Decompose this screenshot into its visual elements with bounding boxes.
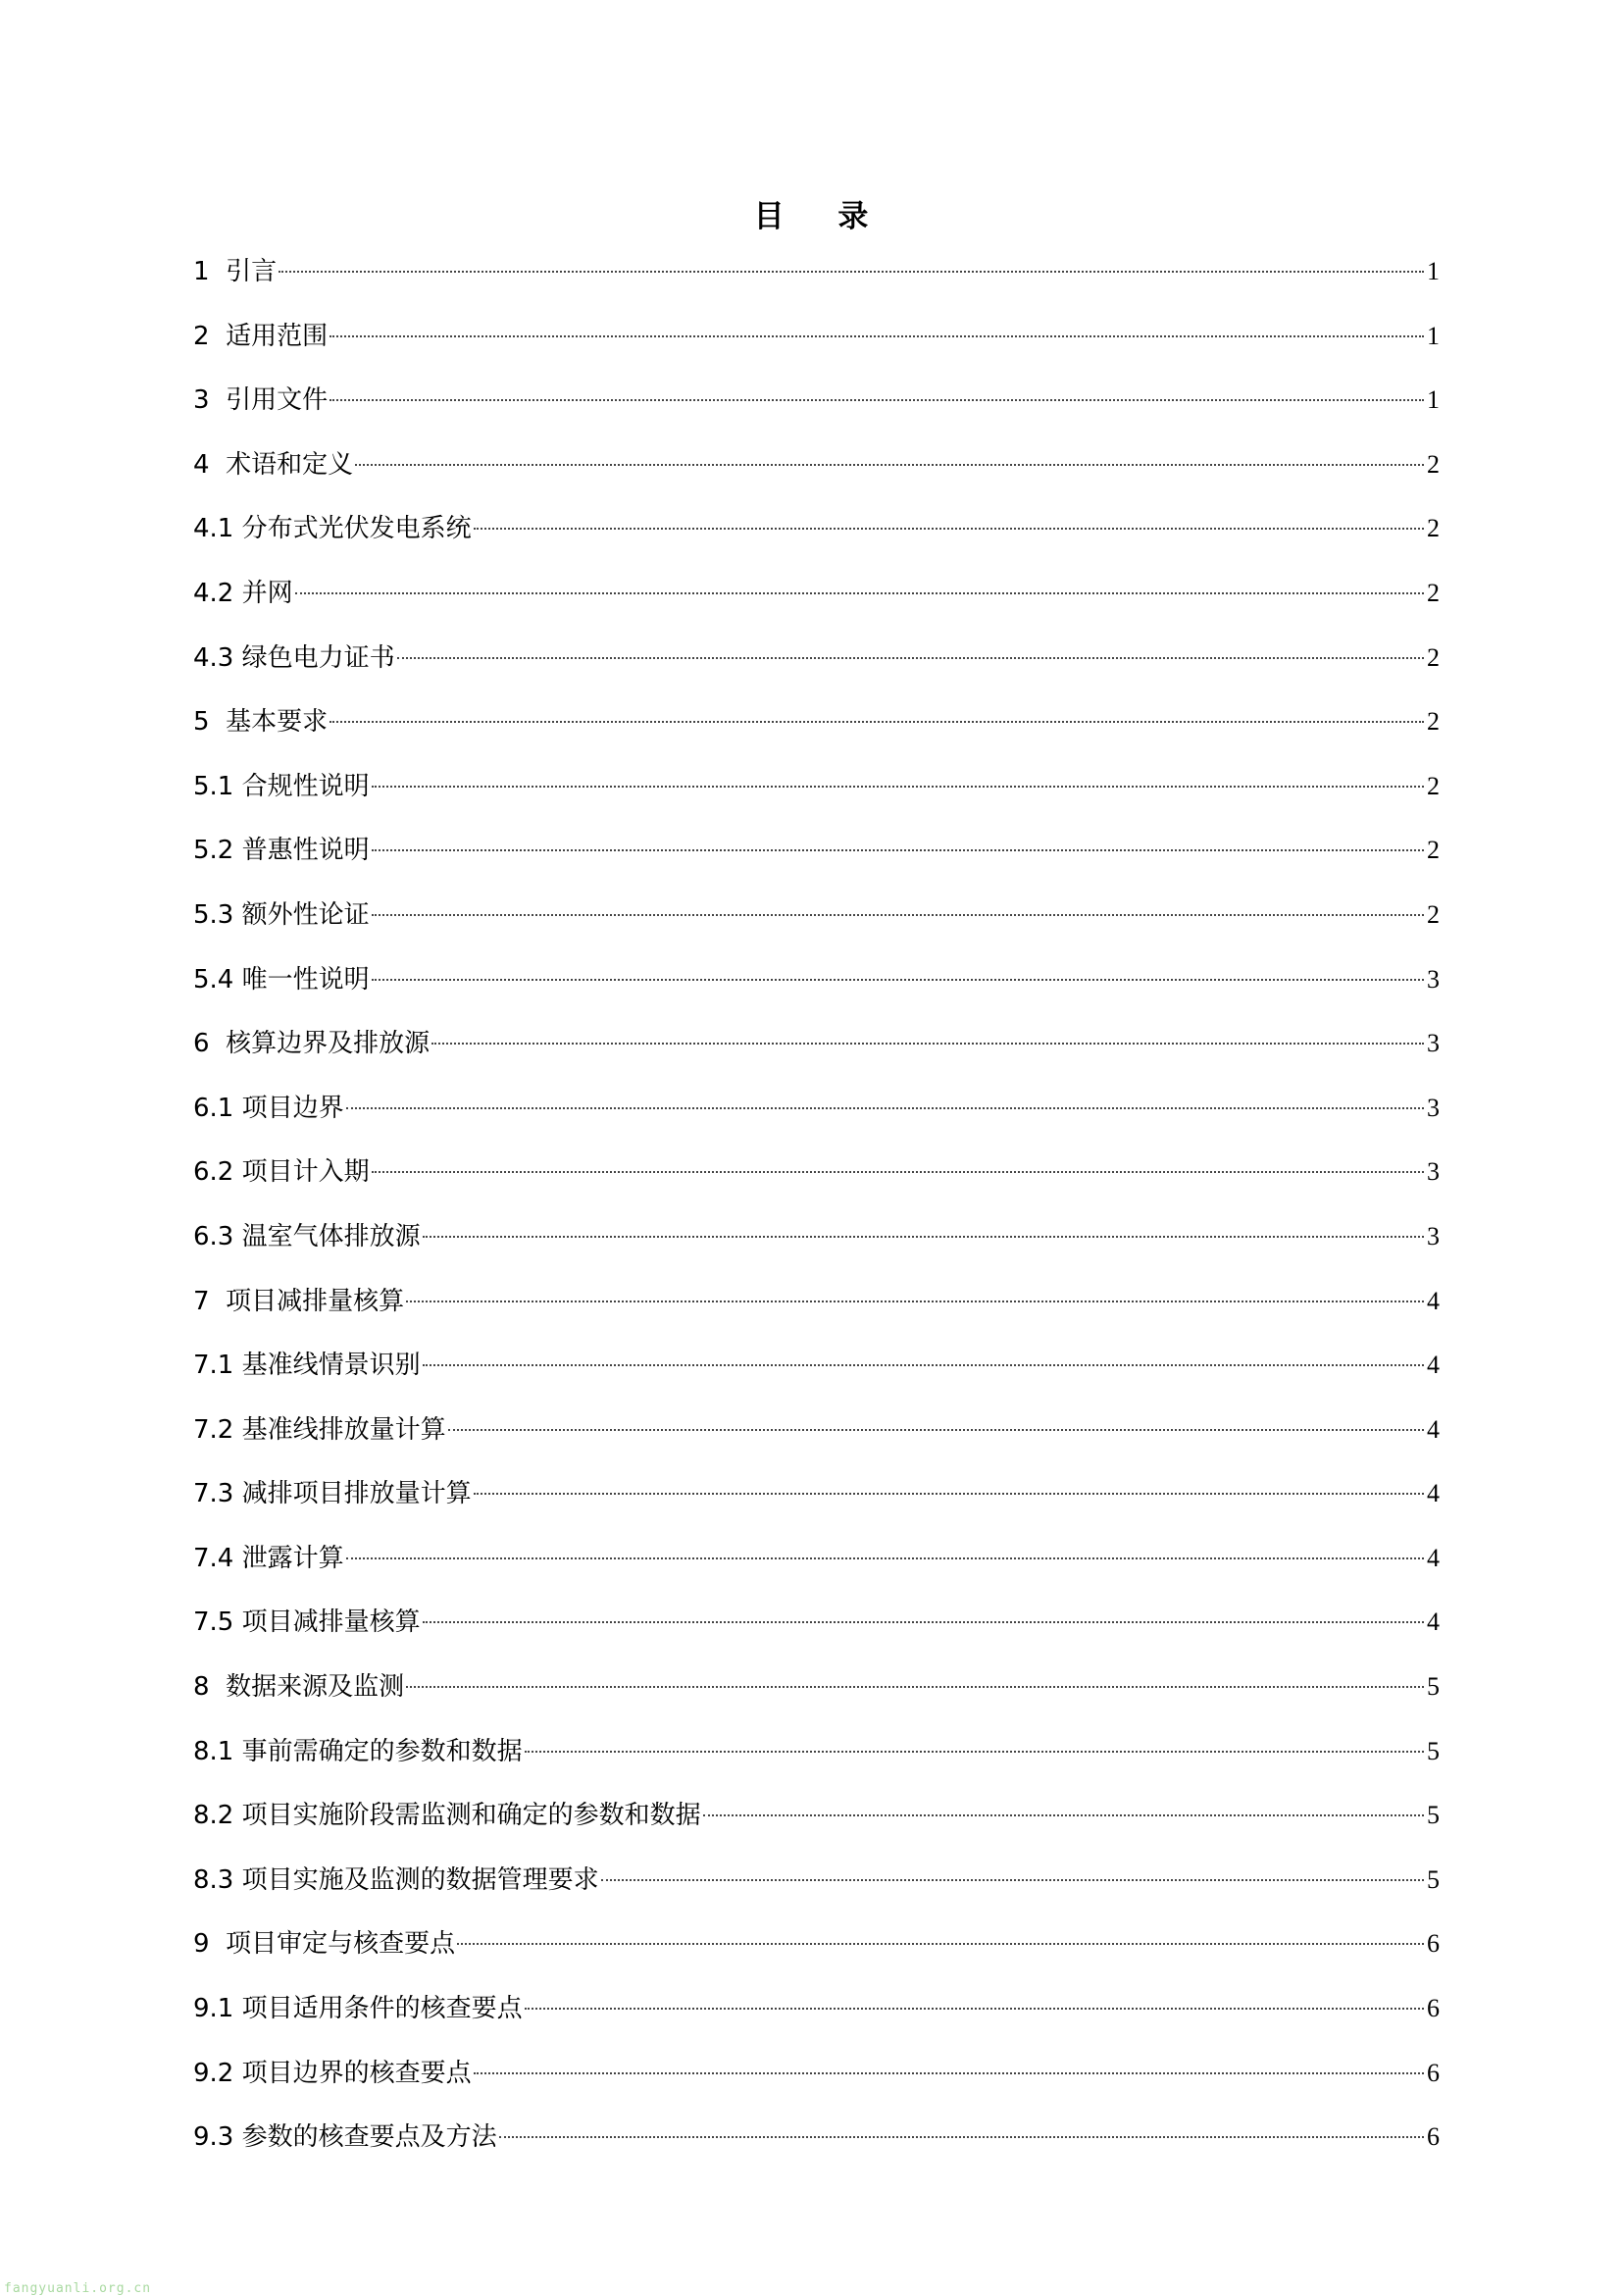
toc-entry[interactable]	[193, 1021, 1440, 1086]
toc-entry-page-number: 1	[1427, 385, 1440, 415]
dot-leader	[329, 721, 1424, 723]
toc-entry-page-number: 3	[1427, 1157, 1440, 1187]
toc-entry-title: 5.4 唯一性说明	[193, 964, 370, 995]
toc-entry[interactable]	[193, 378, 1440, 442]
dot-leader	[703, 1814, 1424, 1816]
toc-entry-title: 7.4 泄露计算	[193, 1543, 344, 1573]
toc-entry[interactable]	[193, 1149, 1440, 1214]
toc-entry[interactable]	[193, 571, 1440, 636]
toc-entry-page-number: 6	[1427, 1929, 1440, 1959]
toc-entry[interactable]	[193, 828, 1440, 893]
toc-entry[interactable]	[193, 506, 1440, 571]
toc-entry[interactable]	[193, 636, 1440, 700]
toc-entry-page-number: 3	[1427, 1029, 1440, 1058]
dot-leader	[346, 1107, 1424, 1109]
toc-entry-page-number: 3	[1427, 964, 1440, 994]
toc-entry[interactable]	[193, 442, 1440, 507]
toc-entry-page-number: 2	[1427, 899, 1440, 929]
toc-entry-page-number: 4	[1427, 1543, 1440, 1572]
toc-entry-title: 6.3 温室气体排放源	[193, 1221, 421, 1251]
toc-entry-page-number: 2	[1427, 836, 1440, 865]
toc-entry-page-number: 4	[1427, 1414, 1440, 1444]
dot-leader	[457, 1943, 1424, 1945]
dot-leader	[372, 786, 1424, 788]
toc-entry-title: 6 核算边界及排放源	[193, 1029, 431, 1059]
toc-entry-title: 5.2 普惠性说明	[193, 836, 370, 866]
toc-entry-page-number: 4	[1427, 1286, 1440, 1315]
dot-leader	[372, 849, 1424, 851]
toc-entry-title: 5 基本要求	[193, 707, 329, 738]
toc-entry-title: 9.1 项目适用条件的核查要点	[193, 1994, 523, 2024]
dot-leader	[346, 1557, 1424, 1559]
dot-leader	[423, 1236, 1424, 1238]
toc-entry[interactable]	[193, 1471, 1440, 1536]
toc-entry[interactable]	[193, 893, 1440, 957]
toc-entry[interactable]	[193, 2051, 1440, 2116]
toc-entry-title: 9.2 项目边界的核查要点	[193, 2058, 472, 2088]
dot-leader	[601, 1879, 1424, 1881]
watermark: fangyuanli.org.cn	[4, 2281, 152, 2296]
dot-leader	[372, 979, 1424, 981]
toc-entry-title: 8.2 项目实施阶段需监测和确定的参数和数据	[193, 1801, 701, 1831]
toc-entry-page-number: 2	[1427, 642, 1440, 672]
toc-title: 目 录	[753, 199, 890, 234]
toc-entry-title: 4.2 并网	[193, 578, 293, 608]
toc-entry-title: 8.1 事前需确定的参数和数据	[193, 1736, 523, 1766]
toc-entry[interactable]	[193, 957, 1440, 1022]
toc-entry-page-number: 2	[1427, 449, 1440, 479]
dot-leader	[329, 335, 1424, 337]
dot-leader	[499, 2136, 1424, 2138]
toc-entry-title: 4.1 分布式光伏发电系统	[193, 514, 472, 544]
dot-leader	[372, 914, 1424, 916]
toc-entry[interactable]	[193, 1536, 1440, 1601]
toc-entry-page-number: 5	[1427, 1864, 1440, 1894]
toc-entry-title: 9.3 参数的核查要点及方法	[193, 2122, 497, 2153]
toc-entry-title: 8.3 项目实施及监测的数据管理要求	[193, 1864, 599, 1895]
toc-entry-title: 1 引言	[193, 257, 278, 286]
dot-leader	[525, 2008, 1424, 2010]
toc-entry-page-number: 2	[1427, 514, 1440, 543]
toc-entry-page-number: 5	[1427, 1672, 1440, 1702]
toc-entry[interactable]	[193, 1214, 1440, 1279]
toc-entry-page-number: 1	[1427, 321, 1440, 350]
dot-leader	[474, 1493, 1424, 1495]
toc-entry-title: 7.1 基准线情景识别	[193, 1351, 421, 1381]
toc-entry-title: 5.3 额外性论证	[193, 899, 370, 930]
dot-leader	[525, 1751, 1424, 1753]
toc-entry[interactable]	[193, 1343, 1440, 1407]
toc-entry-title: 5.1 合规性说明	[193, 771, 370, 801]
toc-entry-title: 3 引用文件	[193, 385, 329, 416]
toc-entry[interactable]	[193, 1600, 1440, 1664]
toc-entry[interactable]	[193, 1279, 1440, 1344]
toc-entry[interactable]	[193, 1407, 1440, 1472]
toc-entry[interactable]	[193, 1086, 1440, 1150]
toc-entry-title: 6.1 项目边界	[193, 1093, 344, 1123]
toc-entry[interactable]	[193, 699, 1440, 764]
dot-leader	[474, 528, 1424, 530]
toc-entry-page-number: 2	[1427, 707, 1440, 737]
toc-entry[interactable]	[193, 1793, 1440, 1858]
toc-entry[interactable]	[193, 1664, 1440, 1729]
toc-entry[interactable]	[193, 314, 1440, 379]
toc-entry-title: 7.2 基准线排放量计算	[193, 1414, 446, 1445]
dot-leader	[406, 1686, 1424, 1688]
toc-entry-title: 7 项目减排量核算	[193, 1286, 405, 1316]
toc-entry-title: 8 数据来源及监测	[193, 1672, 405, 1703]
dot-leader	[329, 399, 1424, 401]
toc-entry-page-number: 2	[1427, 771, 1440, 800]
toc-entry[interactable]	[193, 1729, 1440, 1794]
toc-entry[interactable]	[193, 1858, 1440, 1922]
toc-entry-page-number: 6	[1427, 1994, 1440, 2023]
dot-leader	[397, 657, 1424, 659]
toc-entry[interactable]	[193, 1921, 1440, 1986]
toc-entry-page-number: 2	[1427, 578, 1440, 607]
dot-leader	[372, 1171, 1424, 1173]
dot-leader	[406, 1301, 1424, 1302]
toc-entry-title: 9 项目审定与核查要点	[193, 1929, 456, 1960]
toc-entry-page-number: 3	[1427, 1093, 1440, 1122]
toc-entry-title: 7.5 项目减排量核算	[193, 1607, 421, 1638]
toc-entry-title: 6.2 项目计入期	[193, 1157, 370, 1188]
table-of-contents	[193, 249, 1440, 2179]
toc-entry[interactable]	[193, 2115, 1440, 2179]
dot-leader	[423, 1364, 1424, 1366]
toc-entry-page-number: 1	[1427, 257, 1440, 285]
dot-leader	[448, 1429, 1424, 1431]
dot-leader	[431, 1043, 1424, 1045]
dot-leader	[355, 464, 1424, 466]
toc-entry-page-number: 4	[1427, 1607, 1440, 1637]
toc-entry-page-number: 5	[1427, 1801, 1440, 1830]
toc-entry-page-number: 6	[1427, 2122, 1440, 2152]
toc-entry[interactable]	[193, 1986, 1440, 2051]
toc-entry-title: 4 术语和定义	[193, 449, 354, 480]
toc-entry-page-number: 6	[1427, 2058, 1440, 2087]
toc-entry-title: 7.3 减排项目排放量计算	[193, 1479, 472, 1509]
toc-entry[interactable]	[193, 249, 1440, 314]
dot-leader	[295, 592, 1424, 594]
dot-leader	[423, 1621, 1424, 1623]
toc-entry-page-number: 4	[1427, 1479, 1440, 1508]
toc-entry-title: 2 适用范围	[193, 321, 329, 351]
toc-entry-page-number: 3	[1427, 1221, 1440, 1250]
toc-entry-page-number: 5	[1427, 1736, 1440, 1765]
toc-entry-page-number: 4	[1427, 1351, 1440, 1380]
dot-leader	[474, 2072, 1424, 2074]
dot-leader	[279, 271, 1424, 273]
toc-entry-title: 4.3 绿色电力证书	[193, 642, 395, 673]
toc-entry[interactable]	[193, 764, 1440, 829]
